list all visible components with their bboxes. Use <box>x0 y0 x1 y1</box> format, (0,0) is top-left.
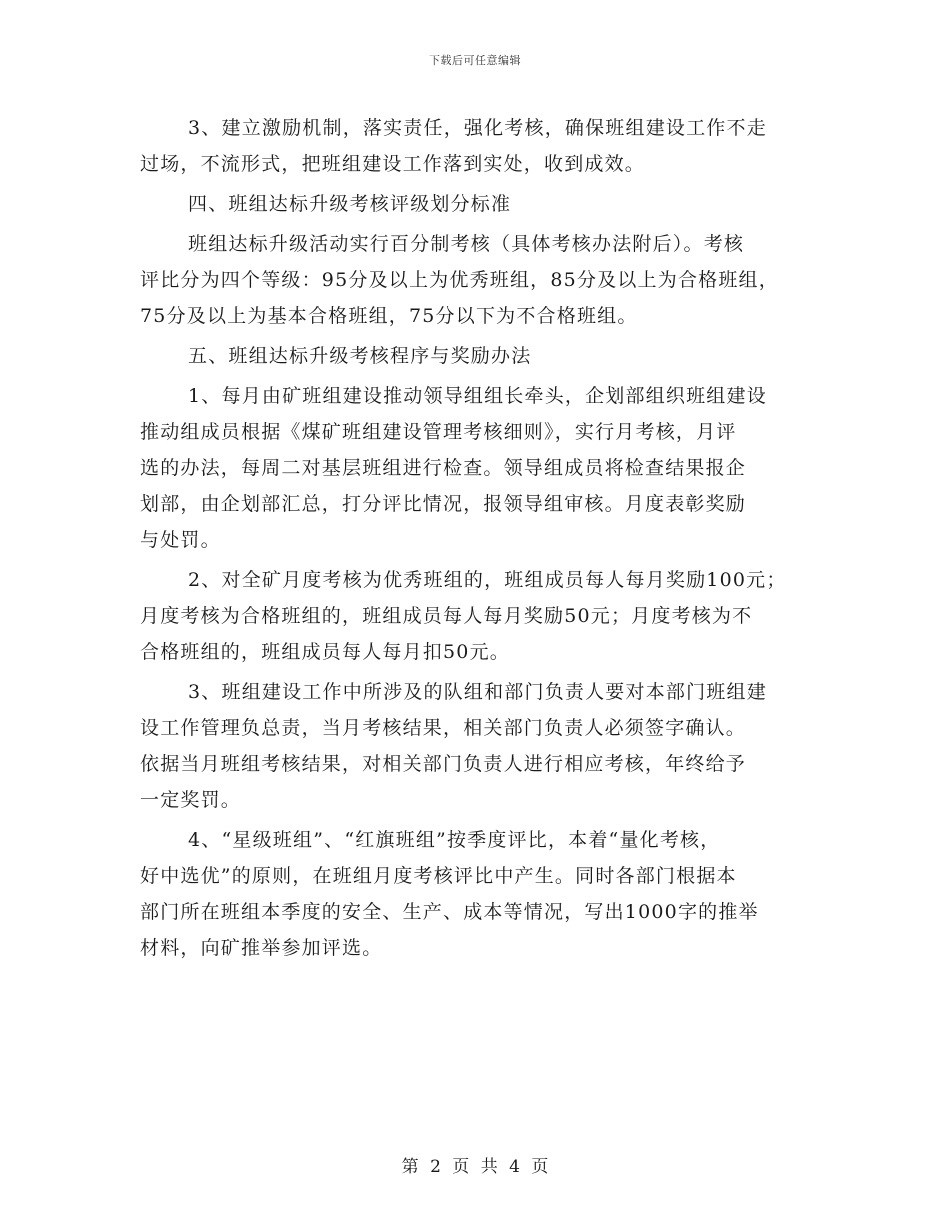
text-line: 班组达标升级活动实行百分制考核（具体考核办法附后）。考核 <box>188 233 745 255</box>
text-line: 部门所在班组本季度的安全、生产、成本等情况，写出1000字的推举 <box>140 901 759 923</box>
paragraph-monthly-rewards <box>140 562 815 670</box>
text-line: 四、班组达标升级考核评级划分标准 <box>188 193 512 215</box>
page-header: 下载后可任意编辑 <box>429 54 521 67</box>
section-heading-grading-standard <box>140 186 815 222</box>
paragraph-star-red-flag-teams <box>140 822 815 966</box>
text-line: 划部，由企划部汇总，打分评比情况，报领导组审核。月度表彰奖励 <box>140 493 747 515</box>
text-line: 选的办法，每周二对基层班组进行检查。领导组成员将检查结果报企 <box>140 457 747 479</box>
paragraph-monthly-review <box>140 378 815 558</box>
text-line: 依据当月班组考核结果，对相关部门负责人进行相应考核，年终给予 <box>140 753 747 775</box>
text-line: 月度考核为合格班组的，班组成员每人每月奖励50元；月度考核为不 <box>140 605 753 627</box>
section-heading-procedure-rewards <box>140 338 815 374</box>
text-line: 合格班组的，班组成员每人每月扣50元。 <box>140 641 510 663</box>
text-line: 3、建立激励机制，落实责任，强化考核，确保班组建设工作不走 <box>188 117 767 139</box>
page-number-footer: 第 2 页 共 4 页 <box>401 1157 549 1177</box>
text-line: 2、对全矿月度考核为优秀班组的，班组成员每人每月奖励100元； <box>188 569 787 591</box>
text-line: 评比分为四个等级：95分及以上为优秀班组，85分及以上为合格班组， <box>140 269 779 291</box>
text-line: 与处罚。 <box>140 529 221 551</box>
paragraph-grading-standard <box>140 226 815 334</box>
text-line: 材料，向矿推举参加评选。 <box>140 937 383 959</box>
text-line: 75分及以上为基本合格班组，75分以下为不合格班组。 <box>140 305 638 327</box>
text-line: 好中选优”的原则，在班组月度考核评比中产生。同时各部门根据本 <box>140 865 737 887</box>
text-line: 设工作管理负总责，当月考核结果，相关部门负责人必须签字确认。 <box>140 717 747 739</box>
text-line: 五、班组达标升级考核程序与奖励办法 <box>188 345 532 367</box>
text-line: 一定奖罚。 <box>140 789 242 811</box>
text-line: 3、班组建设工作中所涉及的队组和部门负责人要对本部门班组建 <box>188 681 767 703</box>
document-body <box>140 110 815 970</box>
text-line: 1、每月由矿班组建设推动领导组组长牵头，企划部组织班组建设 <box>188 385 767 407</box>
paragraph-incentive-mechanism <box>140 110 815 182</box>
text-line: 推动组成员根据《煤矿班组建设管理考核细则》，实行月考核，月评 <box>140 421 737 443</box>
text-line: 过场，不流形式，把班组建设工作落到实处，收到成效。 <box>140 153 646 175</box>
text-line: 4、“星级班组”、“红旗班组”按季度评比，本着“量化考核， <box>188 829 721 851</box>
paragraph-department-responsibility <box>140 674 815 818</box>
